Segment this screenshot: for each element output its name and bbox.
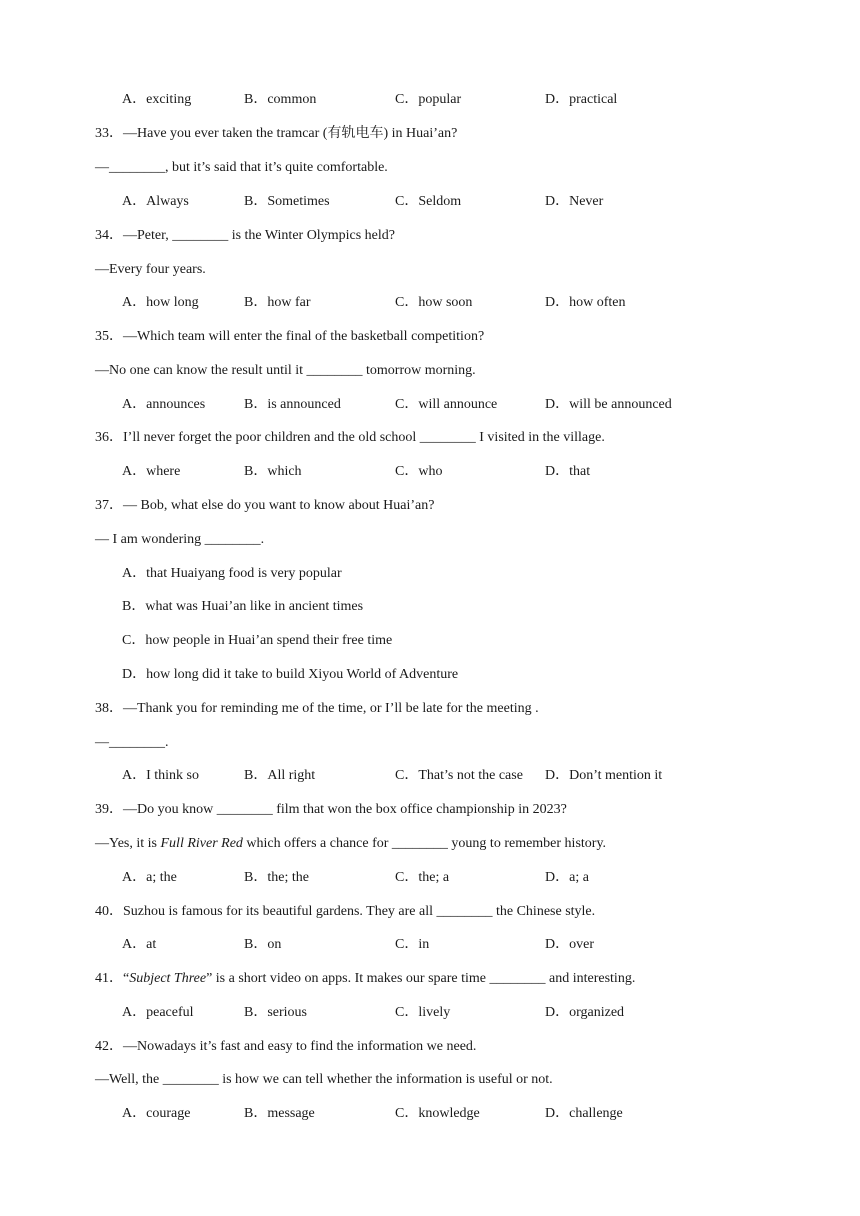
q35-option-d: D．will be announced: [545, 397, 672, 412]
q41-question-post: ” is a short video on apps. It makes our spare time ________ and interesting.: [206, 971, 636, 986]
q36-option-b: B．which: [244, 464, 302, 479]
q33-response: —________, but it’s said that it’s quite comfortable.: [95, 160, 388, 175]
q40-option-b: B．on: [244, 937, 282, 952]
q34-options: [0, 294, 860, 312]
q34-response: —Every four years.: [95, 262, 206, 277]
q33-option-c: C．Seldom: [395, 194, 462, 209]
q39-option-b: B．the; the: [244, 870, 309, 885]
q32-options: [0, 91, 860, 109]
q42-option-c: C．knowledge: [395, 1106, 480, 1121]
q40-option-c: C．in: [395, 937, 430, 952]
q41-option-c: C．lively: [395, 1005, 451, 1020]
q35-option-c: C．will announce: [395, 397, 498, 412]
q39-response-post: which offers a chance for ________ young to remember history.: [242, 836, 607, 851]
q37-option-c: C．how people in Huai’an spend their free time: [122, 633, 393, 648]
q34-option-c: C．how soon: [395, 295, 473, 310]
q35-options: [0, 396, 860, 414]
q39-options: [0, 869, 860, 887]
q35-option-a: A．announces: [122, 397, 206, 412]
q40-option-a: A．at: [122, 937, 157, 952]
q38-question: 38．—Thank you for reminding me of the time, or I’ll be late for the meeting .: [95, 701, 539, 716]
q37-response: — I am wondering ________.: [95, 532, 265, 547]
q34-question: 34．—Peter, ________ is the Winter Olympics held?: [95, 228, 395, 243]
q37-question: 37．— Bob, what else do you want to know about Huai’an?: [95, 498, 435, 513]
q42-response: —Well, the ________ is how we can tell whether the information is useful or not.: [95, 1072, 553, 1087]
q33-question: 33．—Have you ever taken the tramcar (有轨电车) in Huai’an?: [95, 126, 458, 141]
q41-question-pre: 41．“: [95, 971, 130, 986]
q40-option-d: D．over: [545, 937, 594, 952]
q35-response: —No one can know the result until it ________ tomorrow morning.: [95, 363, 476, 378]
q34-option-d: D．how often: [545, 295, 626, 310]
q37-option-d: D．how long did it take to build Xiyou World of Adventure: [122, 667, 459, 682]
q38-option-d: D．Don’t mention it: [545, 768, 663, 783]
q39-film-title: Full River Red: [160, 836, 243, 851]
q36-option-c: C．who: [395, 464, 443, 479]
q42-question: 42．—Nowadays it’s fast and easy to find the information we need.: [95, 1039, 477, 1054]
q41-options: [0, 1004, 860, 1022]
q33-option-a: A．Always: [122, 194, 189, 209]
q39-option-d: D．a; a: [545, 870, 589, 885]
q39-question: 39．—Do you know ________ film that won the box office championship in 2023?: [95, 802, 567, 817]
q40-question: 40．Suzhou is famous for its beautiful gardens. They are all ________ the Chinese style.: [95, 904, 596, 919]
q38-options: [0, 767, 860, 785]
q41-question: [95, 970, 635, 988]
q35-question: 35．—Which team will enter the final of the basketball competition?: [95, 329, 485, 344]
q32-option-b: B．common: [244, 92, 317, 107]
q39-response-pre: —Yes, it is: [95, 836, 161, 851]
q32-option-d: D．practical: [545, 92, 618, 107]
q41-video-title: Subject Three: [129, 971, 207, 986]
q40-options: [0, 936, 860, 954]
q39-option-c: C．the; a: [395, 870, 450, 885]
q42-option-a: A．courage: [122, 1106, 191, 1121]
q32-option-c: C．popular: [395, 92, 462, 107]
q41-option-a: A．peaceful: [122, 1005, 194, 1020]
q34-option-b: B．how far: [244, 295, 311, 310]
q38-option-c: C．That’s not the case: [395, 768, 523, 783]
q41-option-b: B．serious: [244, 1005, 307, 1020]
q37-option-b: B．what was Huai’an like in ancient times: [122, 599, 364, 614]
q36-option-d: D．that: [545, 464, 591, 479]
q39-option-a: A．a; the: [122, 870, 177, 885]
q42-option-b: B．message: [244, 1106, 315, 1121]
q33-option-d: D．Never: [545, 194, 604, 209]
q36-options: [0, 463, 860, 481]
q36-question: 36．I’ll never forget the poor children and the old school ________ I visited in the village.: [95, 430, 605, 445]
q42-options: [0, 1105, 860, 1123]
q32-option-a: A．exciting: [122, 92, 192, 107]
q38-option-b: B．All right: [244, 768, 316, 783]
q33-option-b: B．Sometimes: [244, 194, 330, 209]
q41-option-d: D．organized: [545, 1005, 625, 1020]
q38-response: —________.: [95, 735, 169, 750]
q35-option-b: B．is announced: [244, 397, 341, 412]
q38-option-a: A．I think so: [122, 768, 199, 783]
q33-options: [0, 193, 860, 211]
q42-option-d: D．challenge: [545, 1106, 623, 1121]
q36-option-a: A．where: [122, 464, 181, 479]
q37-option-a: A．that Huaiyang food is very popular: [122, 566, 342, 581]
q34-option-a: A．how long: [122, 295, 199, 310]
q39-response: [95, 835, 606, 853]
